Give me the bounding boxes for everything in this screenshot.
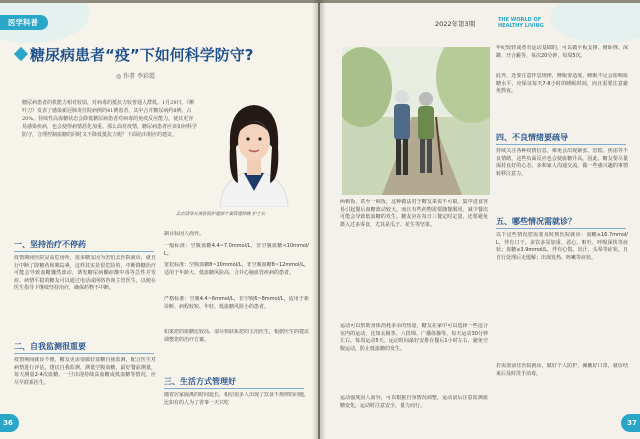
section-1-text: 疫情期间医院是高危场所，很多糖友因为害怕去医院就诊，就自行中断了降糖药和胰岛素，这样其实是很危险的，中断降糖治疗可能会导致血糖骤然波动，诱发糖尿病酮症酸中毒等急性并发症。病情平稳的糖友可以通过电话或网络咨询主管医生，以便在医生指导下继续坚持治疗，确保药物不中断。 <box>14 255 156 292</box>
section-4-text: 持续关注各种疫情信息，难免会出现紧张、恐慌、焦虑等不良情绪，这些负面反应也会使血糖升高，因此，糖友要尽量保持良好的心态，多和家人沟通交流，做一些感兴趣的事情转移注意力。 <box>496 148 628 177</box>
heading-underline <box>164 388 304 389</box>
left-page <box>0 3 318 439</box>
para: 运动强度因人而异，可以根据自身情况调整，运动前后注意监测血糖变化，运动时注意安全，量力而行。 <box>340 395 488 409</box>
title-diamond-icon <box>14 47 28 61</box>
heading-underline <box>496 144 626 145</box>
para: 如果您的血糖比较高，请尽快联系您的主治医生，根据医生的建议调整您的治疗方案。 <box>164 329 309 343</box>
author-photo <box>200 87 308 207</box>
heading-underline <box>496 228 626 229</box>
para: 两顿饭，甚至一顿饭，这种做法对于糖友来说不可取。集中进食容易引起餐后血糖波动较大，而且有些药物需要随餐服用，减少餐次可能会导致低血糖的发生。糖友应在每日三餐定时定量，还要避免摄入过多零食，尤其是瓜子、花生等坚果。 <box>340 199 488 228</box>
issue-label: 2022年第3期 <box>435 20 476 28</box>
heading-underline <box>14 251 154 252</box>
para: 宽松标准：空腹血糖8~10mmol/L，非空腹血糖8~12mmol/L，适用于年龄大、低血糖风险高、合并心脑血管疾病的患者。 <box>164 262 309 276</box>
section-2-text: 疫情期间就诊不便，糖友更需要做好血糖自我监测，配合医生对病情进行评估。建议自我监测，测量空腹血糖，最好餐前测量，每天测量2-4次血糖。一旦出现持续高血糖或低血糖等情况，应尽早联系医生。 <box>14 357 156 386</box>
photo-caption: 北京清华长庚医院护理部个案管理师姚 护士长 <box>176 212 266 217</box>
para: 此外，还要注意作息规律，睡眠要适度，睡眠不足会影响血糖水平，应保证每天7-8小时的睡眠时间，而且需要注意避免熬夜。 <box>496 73 628 95</box>
para: 一般标准：空腹血糖4.4~7.0mmol/L，非空腹血糖<10mmol/L。 <box>164 243 309 257</box>
logo-line: HEALTHY LIVING <box>498 23 544 29</box>
article-intro: 糖尿病患者的机能力相对较弱，对病毒的抵抗力较普通人群低。1月29日，《柳叶刀》发表了感染新冠肺炎住院病例的41例患者，其中合并糖尿病约8例，占20%。持续性高血糖状态会降低糖尿病患者对病毒的免疫反应能力，使其更容易感染疾病，也会使得病情恶化加重。那么面对疫情，糖尿病患者应该如何科学防守，合理控制血糖的同时又不降低抵抗力呢？下面给出相应的建议。 <box>22 100 198 138</box>
section-3-text: 随着居家隔离的时间延长，相信很多人出现了饮食不规律的问题，比如有的人为了省事一天只吃 <box>164 392 309 406</box>
page-number-right: 37 <box>621 414 640 432</box>
section-heading-5: 五、哪些情况需就诊？ <box>496 217 576 226</box>
logo-line: THE WORLD OF <box>498 17 542 23</box>
article-title: 糖尿病患者“疫”下如何科学防守? <box>30 46 254 64</box>
page-number-left: 36 <box>0 414 19 432</box>
column-label: 医学科普 <box>0 15 48 30</box>
para: 年纪较轻或者有运动基础的，可以做平板支撑、俯卧撑、深蹲、开合跳等，每次20分钟，每周5次。 <box>496 45 628 59</box>
magazine-logo <box>498 17 544 29</box>
elderly-couple-photo <box>342 47 490 195</box>
section-5-text: 以下这些情况您需要及时到医院就诊：血糖≥16.7mmol/L，伴有口干、多饮多尿加重、恶心、呕吐、呼吸深快等症状；血糖≤3.9mmol/L，伴有心慌、出汗、头晕等症状，且自行处理后无缓解；出现发热、咳嗽等症状。 <box>496 232 628 261</box>
para: 严格标准：空腹4.4~6mmol/L，非空腹6~8mmol/L，适用于新诊断、病程较短、年轻、低血糖风险小的患者。 <box>164 296 309 310</box>
section-heading-4: 四、不良情绪要疏导 <box>496 133 568 142</box>
para: 若需要前往医院就诊，做好个人防护，佩戴好口罩，就诊结束后及时洗手消毒。 <box>496 363 628 377</box>
section-heading-3: 三、生活方式管理好 <box>164 377 236 386</box>
para: 制目标因人而异。 <box>164 231 205 237</box>
byline: ◎ 作者 李彩霞 <box>116 73 156 80</box>
para: 运动可以帮助身体消耗多余的热量，糖友在家中可以选择一些适合室内的运动，比如太极拳、八段锦、广播体操等，每天运动30分钟左右，每周运动5天。运动时间最好安排在餐后1小时左右，避免空腹运动，防止低血糖的发生。 <box>340 323 488 352</box>
section-heading-1: 一、坚持治疗不停药 <box>14 240 86 249</box>
binding-gutter <box>312 0 326 439</box>
right-page <box>320 3 640 439</box>
heading-underline <box>14 353 154 354</box>
section-heading-2: 二、自我监测很重要 <box>14 342 86 351</box>
